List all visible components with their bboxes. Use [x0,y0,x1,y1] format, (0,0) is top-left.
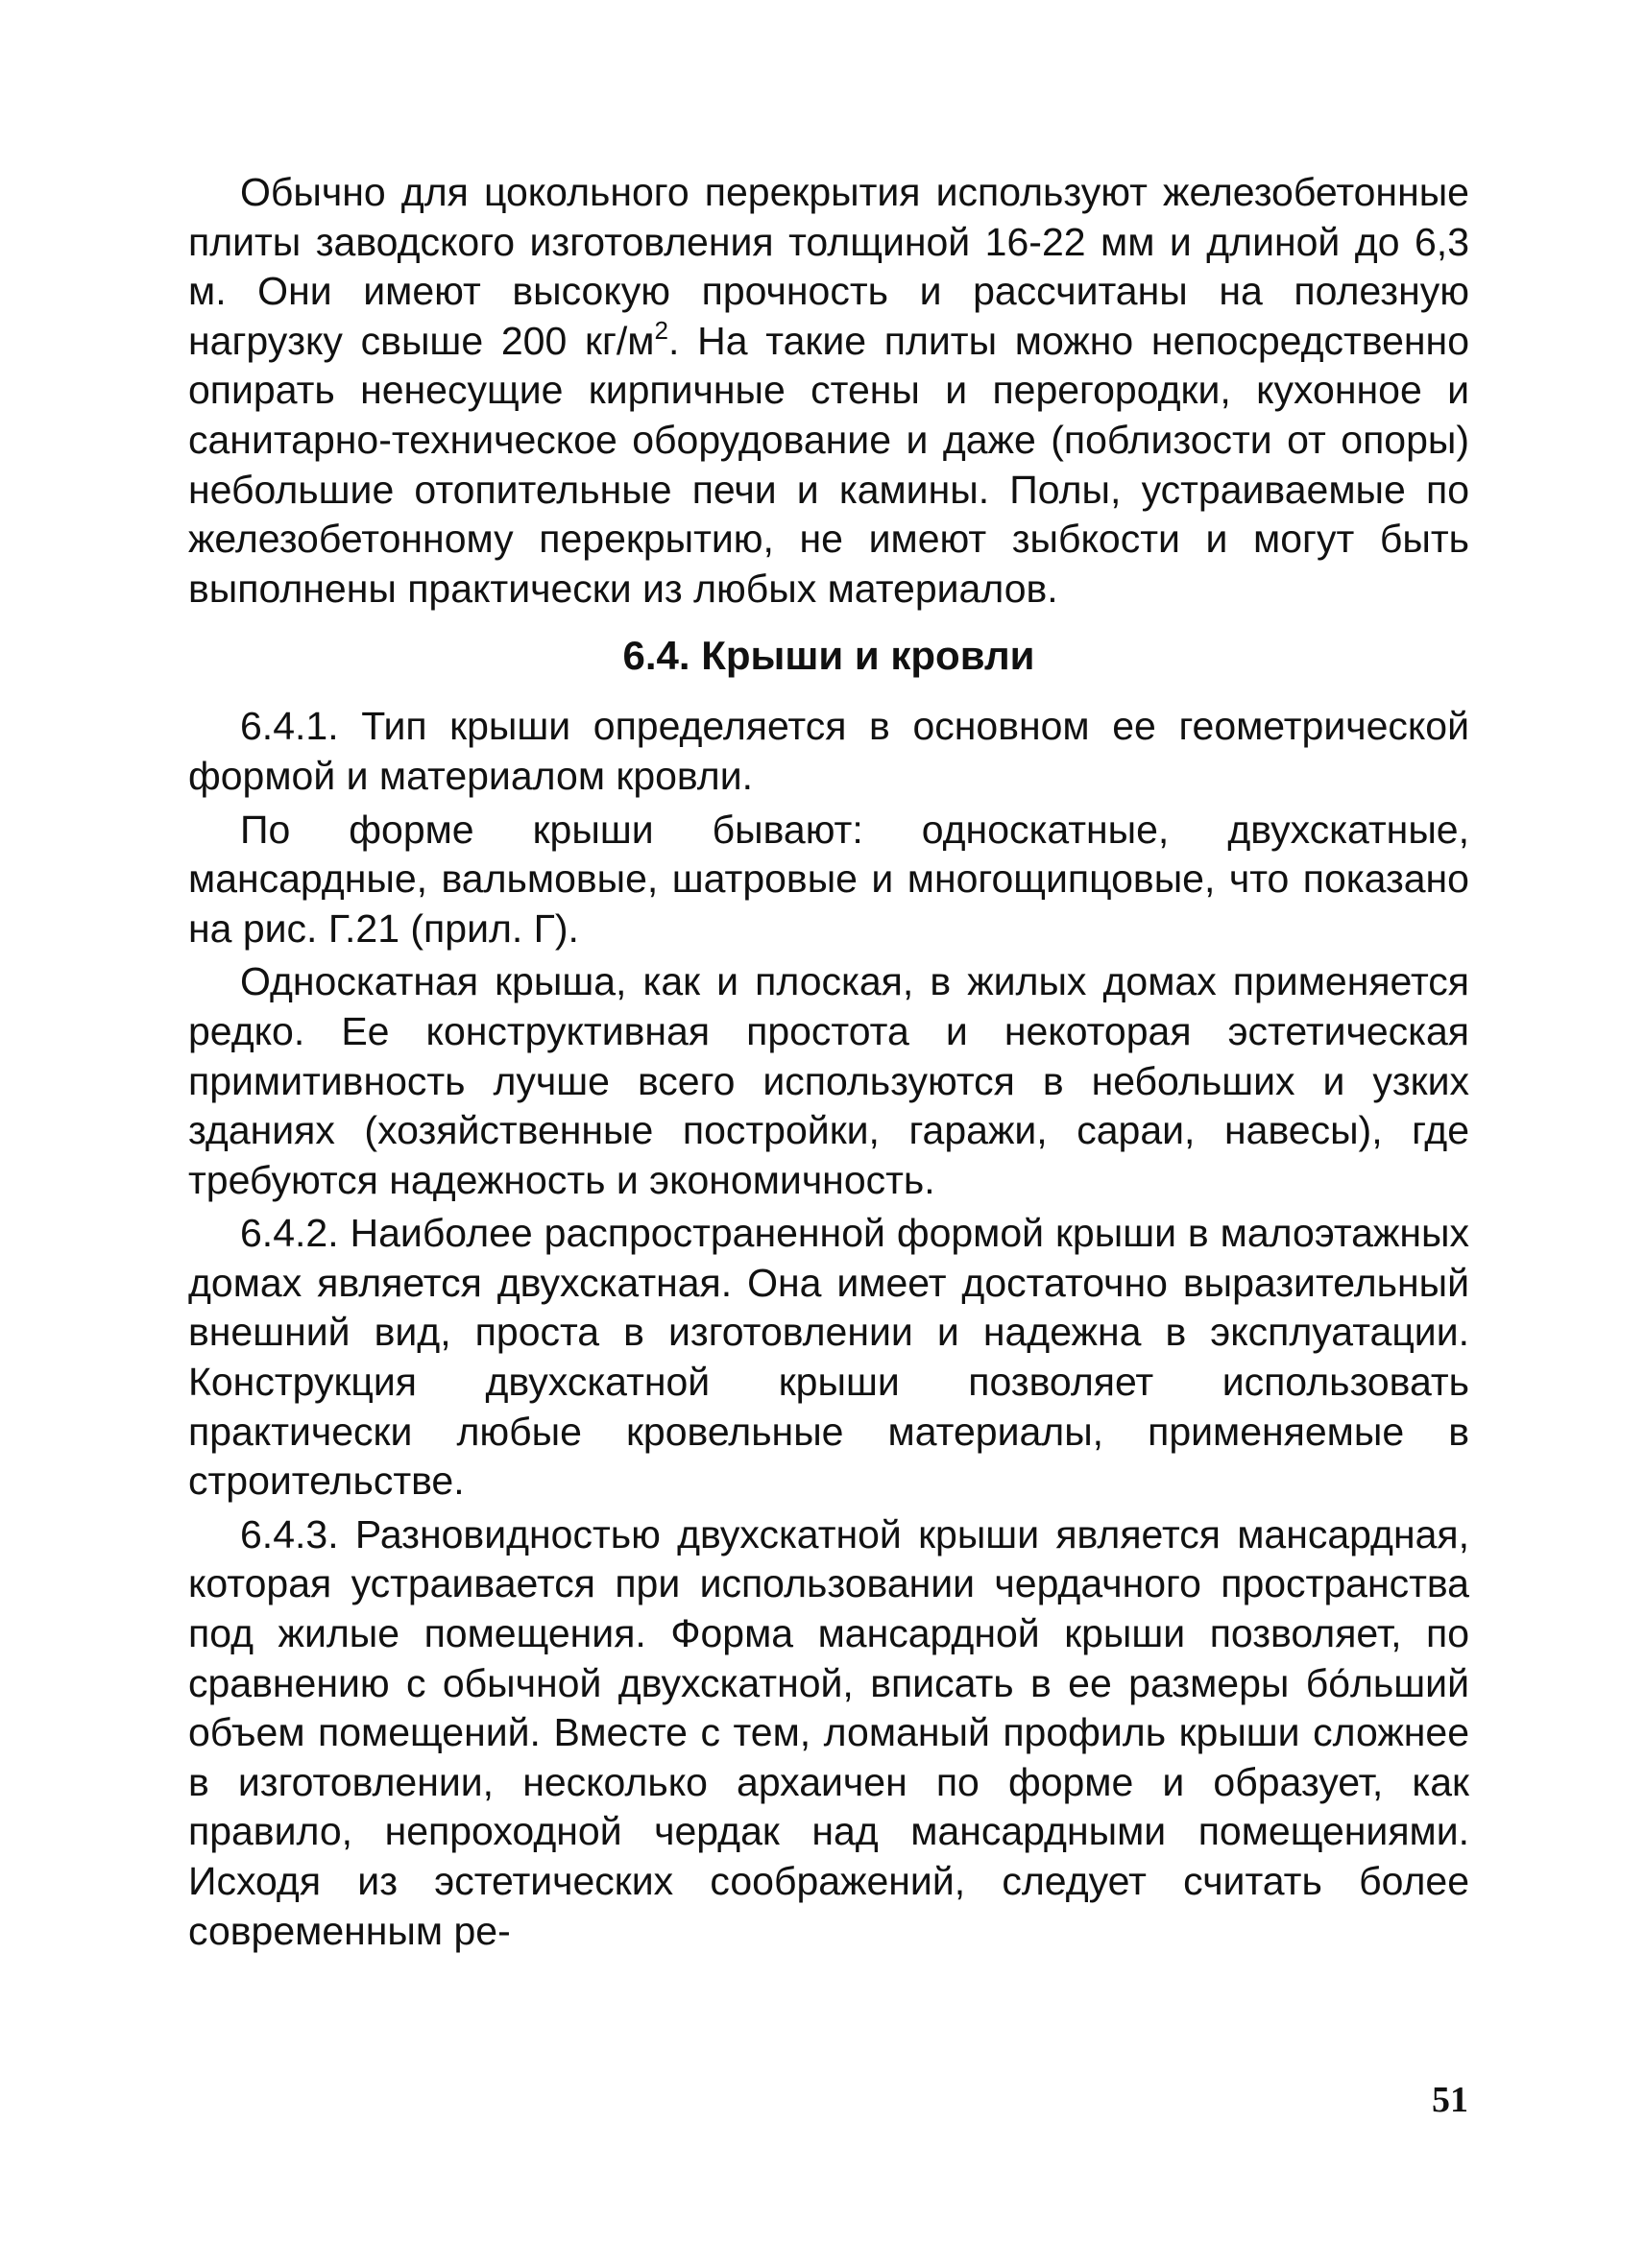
paragraph-6-4-1: 6.4.1. Тип крыши определяется в основном ее геометрической формой и материалом кровли. [188,704,1469,798]
page-number: 51 [1432,2080,1468,2120]
paragraph-6-4-2: 6.4.2. Наиболее распространенной формой крыши в малоэтажных домах является двухскатная. Она имеет достаточно выразительный внешний вид, проста в изготовлении и надежна в эксплуатации. Конструкция двухскатной крыши позволяет использовать практически любые кровельные материалы, применяемые в строительстве. [188,1211,1469,1504]
section-heading: 6.4. Крыши и кровли [622,633,1035,679]
superscript: 2 [654,315,668,345]
paragraph-text-continued: . На такие плиты можно непосредственно опирать ненесущие кирпичные стены и перегородки, кухонное и санитарно-техническое оборудование и даже (поблизости от опоры) небольшие отопительные печи и камины. Полы, устраиваемые по железобетонному перекрытию, не имеют зыбкости и могут быть выполнены практически из любых материалов. [188,318,1469,611]
paragraph-roof-forms: По форме крыши бывают: односкатные, двухскатные, мансардные, вальмовые, шатровые и многощипцовые, что показано на рис. Г.21 (прил. Г). [188,807,1469,951]
document-page [188,168,1469,2204]
paragraph-floor-slabs [188,168,1469,614]
paragraph-single-pitch: Односкатная крыша, как и плоская, в жилых домах применяется редко. Ее конструктивная простота и некоторая эстетическая примитивность лучше всего используются в небольших и узких зданиях (хозяйственные постройки, гаражи, сараи, навесы), где требуются надежность и экономичность. [188,959,1469,1202]
paragraph-6-4-3: 6.4.3. Разновидностью двухскатной крыши является мансардная, которая устраивается при использовании чердачного пространства под жилые помещения. Форма мансардной крыши позволяет, по сравнению с обычной двухскатной, вписать в ее размеры бо́льший объем помещений. Вместе с тем, ломаный профиль крыши сложнее в изготовлении, несколько архаичен по форме и образует, как правило, непроходной чердак над мансардными помещениями. Исходя из эстетических соображений, следует считать более современным ре- [188,1511,1469,1953]
paragraph-text: Обычно для цокольного перекрытия используют железобетонные плиты заводского изготовления толщиной 16-22 мм и длиной до 6,3 м. Они имеют высокую прочность и рассчитаны на полезную нагрузку свыше 200 кг/м [188,170,1469,363]
